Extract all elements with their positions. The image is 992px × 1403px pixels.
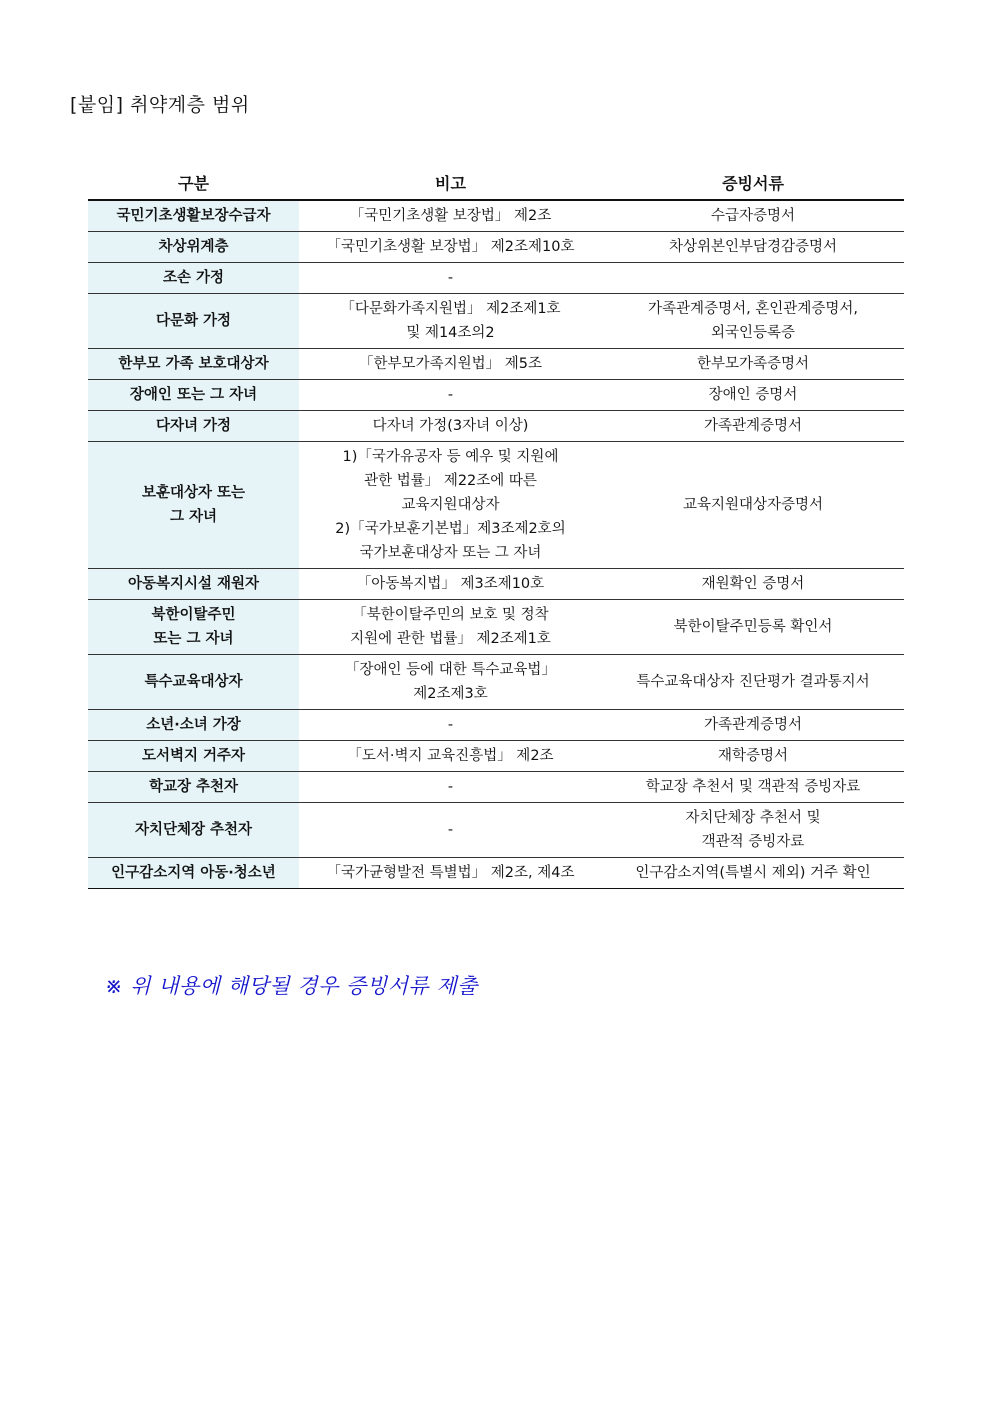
category-cell bbox=[88, 803, 299, 858]
note-cell bbox=[299, 858, 602, 889]
documents-cell bbox=[602, 772, 904, 803]
header-note: 비고 bbox=[299, 165, 602, 200]
category-cell bbox=[88, 772, 299, 803]
note-cell-line: 교육지원대상자 bbox=[401, 497, 500, 513]
category-cell bbox=[88, 442, 299, 569]
table-row bbox=[88, 741, 904, 772]
category-cell bbox=[88, 232, 299, 263]
category-cell-line: 다자녀 가정 bbox=[155, 418, 232, 434]
documents-cell bbox=[602, 380, 904, 411]
table-row bbox=[88, 200, 904, 232]
category-cell bbox=[88, 569, 299, 600]
note-cell bbox=[299, 263, 602, 294]
category-cell bbox=[88, 741, 299, 772]
documents-cell-line: 가족관계증명서 bbox=[703, 717, 803, 733]
note-cell-line: 2)「국가보훈기본법」제3조제2호의 bbox=[335, 521, 566, 537]
documents-cell-line: 차상위본인부담경감증명서 bbox=[668, 239, 838, 255]
note-cell bbox=[299, 200, 602, 232]
header-documents: 증빙서류 bbox=[602, 165, 904, 200]
note-cell-line: 및 제14조의2 bbox=[406, 325, 495, 341]
documents-cell-line: 가족관계증명서 bbox=[703, 418, 803, 434]
category-cell bbox=[88, 655, 299, 710]
documents-cell-line: 재학증명서 bbox=[717, 748, 789, 764]
documents-cell bbox=[602, 569, 904, 600]
category-cell-line: 보훈대상자 또는 bbox=[141, 485, 246, 501]
note-cell-line: 「장애인 등에 대한 특수교육법」 bbox=[345, 662, 556, 678]
documents-cell-line: 특수교육대상자 진단평가 결과통지서 bbox=[636, 674, 870, 690]
documents-cell bbox=[602, 294, 904, 349]
note-cell-line: 제2조제3호 bbox=[413, 686, 488, 702]
note-cell-line: - bbox=[447, 387, 454, 403]
table-row bbox=[88, 772, 904, 803]
documents-cell bbox=[602, 858, 904, 889]
table-row bbox=[88, 263, 904, 294]
documents-cell bbox=[602, 349, 904, 380]
note-cell-line: 「한부모가족지원법」 제5조 bbox=[359, 356, 542, 372]
documents-cell bbox=[602, 803, 904, 858]
category-cell bbox=[88, 411, 299, 442]
documents-cell-line: 북한이탈주민등록 확인서 bbox=[673, 619, 833, 635]
documents-cell-line: 학교장 추천서 및 객관적 증빙자료 bbox=[645, 779, 861, 795]
table-row bbox=[88, 232, 904, 263]
category-cell-line: 소년·소녀 가장 bbox=[146, 717, 241, 733]
note-cell bbox=[299, 710, 602, 741]
note-cell bbox=[299, 655, 602, 710]
category-cell-line: 한부모 가족 보호대상자 bbox=[118, 356, 269, 372]
documents-cell-line: 재원확인 증명서 bbox=[701, 576, 805, 592]
category-cell-line: 북한이탈주민 bbox=[151, 607, 236, 623]
category-cell bbox=[88, 858, 299, 889]
note-cell bbox=[299, 232, 602, 263]
table-row bbox=[88, 411, 904, 442]
table-row bbox=[88, 349, 904, 380]
category-cell-line: 그 자녀 bbox=[169, 509, 218, 525]
documents-cell bbox=[602, 710, 904, 741]
category-cell-line: 인구감소지역 아동·청소년 bbox=[111, 865, 276, 881]
table-row bbox=[88, 710, 904, 741]
table-row bbox=[88, 858, 904, 889]
note-cell bbox=[299, 294, 602, 349]
documents-cell bbox=[602, 232, 904, 263]
category-cell bbox=[88, 600, 299, 655]
table-row bbox=[88, 380, 904, 411]
note-cell-line: 「국가균형발전 특별법」 제2조, 제4조 bbox=[326, 865, 575, 881]
note-cell-line: 관한 법률」 제22조에 따른 bbox=[364, 473, 537, 489]
category-cell-line: 특수교육대상자 bbox=[144, 674, 243, 690]
table-header-row bbox=[88, 165, 904, 200]
category-cell-line: 아동복지시설 재원자 bbox=[127, 576, 260, 592]
note-cell-line: 다자녀 가정(3자녀 이상) bbox=[372, 418, 529, 434]
note-cell bbox=[299, 349, 602, 380]
table-row bbox=[88, 803, 904, 858]
documents-cell-line: 인구감소지역(특별시 제외) 거주 확인 bbox=[635, 865, 871, 881]
documents-cell-line: 가족관계증명서, 혼인관계증명서, bbox=[648, 301, 858, 317]
note-cell-line: 「국민기초생활 보장법」 제2조제10호 bbox=[326, 239, 575, 255]
documents-cell-line: 수급자증명서 bbox=[710, 208, 796, 224]
category-cell-line: 국민기초생활보장수급자 bbox=[116, 208, 271, 224]
documents-cell-line: 장애인 증명서 bbox=[708, 387, 798, 403]
note-cell bbox=[299, 411, 602, 442]
note-cell-line: 「아동복지법」 제3조제10호 bbox=[356, 576, 545, 592]
documents-cell-line: 한부모가족증명서 bbox=[696, 356, 810, 372]
note-cell-line: - bbox=[447, 822, 454, 838]
note-cell-line: - bbox=[447, 717, 454, 733]
category-cell-line: 또는 그 자녀 bbox=[153, 631, 234, 647]
note-cell-line: 1)「국가유공자 등 예우 및 지원에 bbox=[342, 449, 559, 465]
note-cell-line: - bbox=[447, 270, 454, 286]
table-row bbox=[88, 655, 904, 710]
documents-cell bbox=[602, 600, 904, 655]
category-cell bbox=[88, 710, 299, 741]
documents-cell bbox=[602, 200, 904, 232]
category-cell-line: 장애인 또는 그 자녀 bbox=[129, 387, 258, 403]
note-cell bbox=[299, 772, 602, 803]
category-cell-line: 도서벽지 거주자 bbox=[141, 748, 246, 764]
table-body bbox=[88, 200, 904, 889]
documents-cell-line: 자치단체장 추천서 및 bbox=[685, 810, 821, 826]
note-cell-line: 지원에 관한 법률」 제2조제1호 bbox=[350, 631, 551, 647]
page-heading: [붙임] 취약계층 범위 bbox=[70, 94, 250, 116]
documents-cell bbox=[602, 741, 904, 772]
table-row bbox=[88, 294, 904, 349]
category-cell-line: 다문화 가정 bbox=[155, 313, 232, 329]
category-cell bbox=[88, 349, 299, 380]
documents-cell bbox=[602, 411, 904, 442]
documents-cell-line: 교육지원대상자증명서 bbox=[682, 497, 824, 513]
category-cell bbox=[88, 263, 299, 294]
documents-cell bbox=[602, 263, 904, 294]
table-row bbox=[88, 569, 904, 600]
vulnerable-group-table bbox=[88, 165, 904, 889]
header-category: 구분 bbox=[88, 165, 299, 200]
note-cell bbox=[299, 380, 602, 411]
category-cell-line: 조손 가정 bbox=[162, 270, 225, 286]
note-cell-line: 「국민기초생활 보장법」 제2조 bbox=[349, 208, 552, 224]
note-cell-line: 「다문화가족지원법」 제2조제1호 bbox=[340, 301, 561, 317]
note-cell bbox=[299, 803, 602, 858]
documents-cell-line: 객관적 증빙자료 bbox=[701, 834, 805, 850]
documents-cell bbox=[602, 442, 904, 569]
table-row bbox=[88, 442, 904, 569]
footnote: ※ 위 내용에 해당될 경우 증빙서류 제출 bbox=[105, 974, 478, 998]
category-cell-line: 차상위계층 bbox=[158, 239, 229, 255]
note-cell-line: - bbox=[447, 779, 454, 795]
documents-cell bbox=[602, 655, 904, 710]
category-cell bbox=[88, 380, 299, 411]
note-cell bbox=[299, 442, 602, 569]
note-cell-line: 국가보훈대상자 또는 그 자녀 bbox=[359, 545, 542, 561]
note-cell-line: 「도서·벽지 교육진흥법」 제2조 bbox=[347, 748, 554, 764]
note-cell bbox=[299, 741, 602, 772]
documents-cell-line: 외국인등록증 bbox=[710, 325, 796, 341]
table-row bbox=[88, 600, 904, 655]
category-cell-line: 자치단체장 추천자 bbox=[134, 822, 253, 838]
category-cell-line: 학교장 추천자 bbox=[148, 779, 239, 795]
note-cell bbox=[299, 569, 602, 600]
note-cell bbox=[299, 600, 602, 655]
category-cell bbox=[88, 294, 299, 349]
note-cell-line: 「북한이탈주민의 보호 및 정착 bbox=[352, 607, 549, 623]
category-cell bbox=[88, 200, 299, 232]
